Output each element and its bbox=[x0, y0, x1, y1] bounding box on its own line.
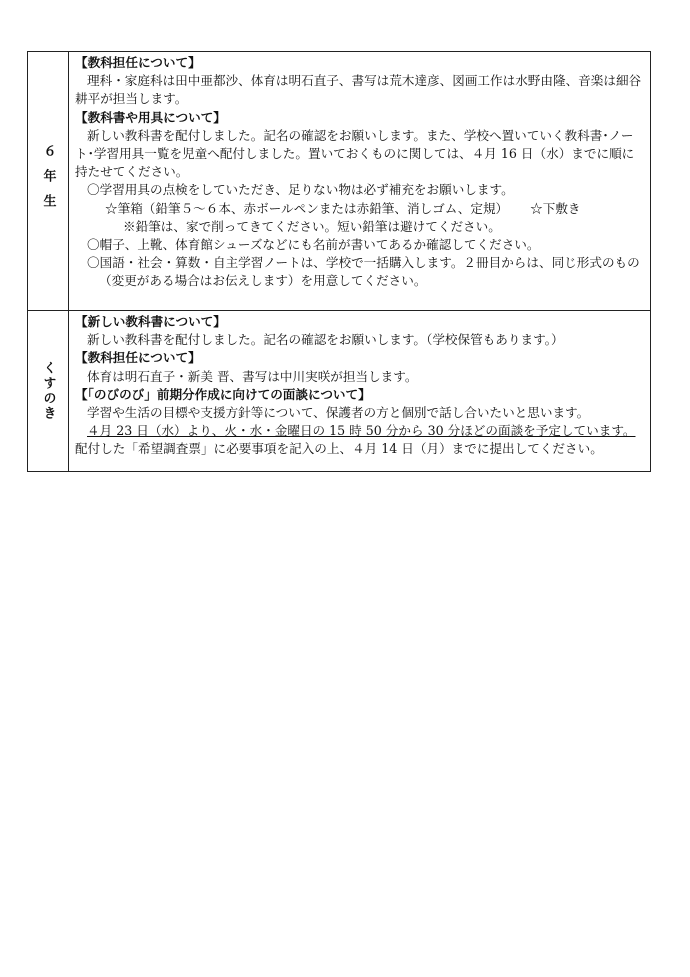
kusunoki-row bbox=[28, 311, 651, 472]
notice-sheet bbox=[27, 51, 651, 472]
kusunoki-sec2-heading: 【教科担任について】 bbox=[75, 350, 201, 366]
kusunoki-label: くすのき bbox=[40, 361, 56, 421]
kusunoki-content bbox=[69, 311, 651, 472]
grade6-sec1-text: 理科・家庭科は田中亜都沙、体育は明石直子、書写は荒木達彦、図画工作は水野由隆、音楽は細谷耕平が担当します。 bbox=[75, 73, 642, 107]
grade6-sec2-text: 新しい教科書を配付しました。記名の確認をお願いします。また、学校へ置いていく教科書･ノート･学習用具一覧を児童へ配付しました。置いておくものに関しては、４月 16 日（水）までに順に持たせてください。 bbox=[75, 127, 635, 180]
grade6-label-cell bbox=[28, 52, 69, 311]
kusunoki-sec1-heading: 【新しい教科書について】 bbox=[75, 314, 226, 329]
grade6-item1-sub bbox=[75, 200, 646, 218]
shitajiki-item: ☆下敷き bbox=[530, 200, 581, 216]
kusunoki-sec3-text3: 配付した「希望調査票」に必要事項を記入の上、４月 14 日（月）までに提出してください。 bbox=[75, 441, 603, 457]
kusunoki-label-cell bbox=[28, 311, 69, 472]
grade6-label: ６年生 bbox=[40, 143, 56, 219]
kusunoki-sec3-heading: 【「のびのび」前期分作成に向けての面談について】 bbox=[75, 386, 371, 402]
kusunoki-sec2-text: 体育は明石直子・新美 晋、書写は中川実咲が担当します。 bbox=[87, 368, 418, 384]
grade6-item2: 〇帽子、上靴、体育館シューズなどにも名前が書いてあるか確認してください。 bbox=[87, 237, 540, 253]
grade6-sec2-heading: 【教科書や用具について】 bbox=[75, 109, 226, 125]
notice-table bbox=[27, 51, 651, 472]
kusunoki-sec3-text2 bbox=[75, 422, 646, 440]
grade6-item1: 〇学習用具の点検をしていただき、足りない物は必ず補充をお願いします。 bbox=[87, 182, 514, 198]
grade6-content bbox=[69, 52, 651, 311]
grade6-sec1-heading: 【教科担任について】 bbox=[75, 55, 201, 70]
pencil-case-list: ☆筆箱（鉛筆５～６本、赤ボールペンまたは赤鉛筆、消しゴム、定規） bbox=[105, 200, 509, 216]
interview-schedule: ４月 23 日（水）より、火・水・金曜日の 15 時 50 分から 30 分ほどの面談を予定しています。 bbox=[87, 423, 636, 439]
grade6-row bbox=[28, 52, 651, 311]
kusunoki-sec1-text: 新しい教科書を配付しました。記名の確認をお願いします。（学校保管もあります。） bbox=[87, 332, 564, 348]
grade6-item3: 〇国語・社会・算数・自主学習ノートは、学校で一括購入します。２冊目からは、同じ形式のもの（変更がある場合はお伝えします）を用意してください。 bbox=[87, 255, 640, 289]
kusunoki-sec3-text1: 学習や生活の目標や支援方針等について、保護者の方と個別で話し合いたいと思います。 bbox=[87, 405, 590, 421]
grade6-item1-note: ※鉛筆は、家で削ってきてください。短い鉛筆は避けてください。 bbox=[123, 218, 501, 234]
